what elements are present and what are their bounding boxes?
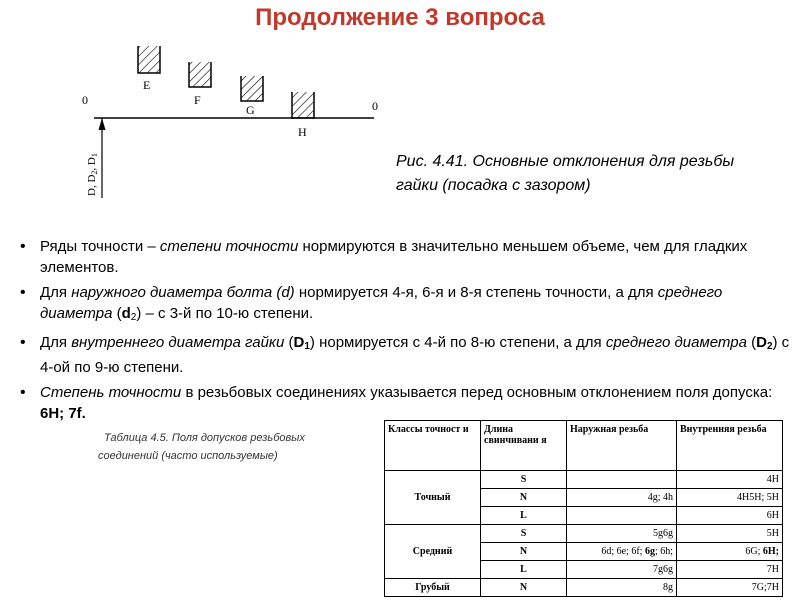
field-g-label: G <box>246 103 255 117</box>
symbol-d2-upper: D <box>756 334 767 351</box>
header-length: Длина свинчивани я <box>481 421 567 471</box>
table-row <box>385 525 783 543</box>
field-g-box <box>241 76 263 101</box>
cell-text: ; 6h; <box>654 546 673 557</box>
symbol-d2: d <box>121 305 131 322</box>
field-f-box <box>189 62 211 87</box>
bullet-emphasis: Степень точности <box>40 384 182 401</box>
internal-cell: 7G;7H <box>677 579 783 597</box>
symbol-d1: D <box>293 334 305 351</box>
internal-cell: 7H <box>677 561 783 579</box>
table-row <box>385 471 783 489</box>
bullet-list <box>18 236 792 428</box>
cell-text: 6G; <box>745 546 763 557</box>
external-cell <box>567 471 677 489</box>
field-f-label: F <box>194 93 201 107</box>
tolerance-table <box>384 420 783 597</box>
axis-label: D, D2, D1 <box>86 153 99 196</box>
slide-title: Продолжение 3 вопроса <box>255 4 545 31</box>
bullet-emphasis: степени точности <box>159 238 299 255</box>
figure-caption: Рис. 4.41. Основные отклонения для резьбы гайки (посадка с зазором) <box>396 153 735 194</box>
bullet-text: Для <box>40 334 72 351</box>
external-cell <box>567 543 677 561</box>
class-cell: Грубый <box>385 579 481 597</box>
length-cell: N <box>481 579 567 597</box>
internal-cell: 4H <box>677 471 783 489</box>
bullet-emphasis: среднего диаметра <box>605 334 747 351</box>
internal-cell: 6H <box>677 507 783 525</box>
zero-left-label: 0 <box>82 93 88 107</box>
zero-right-label: 0 <box>372 99 378 113</box>
bullet-text: Ряды точности – <box>40 238 160 255</box>
bullet-text: ) нормируется с 4-й по 8-ю степени, а для <box>309 334 606 351</box>
internal-cell: 5H <box>677 525 783 543</box>
subscript: 2 <box>130 312 137 323</box>
table-caption <box>98 429 368 465</box>
external-cell: 8g <box>567 579 677 597</box>
external-cell: 7g6g <box>567 561 677 579</box>
thread-deviation-diagram <box>80 38 390 208</box>
bullet-text: ( <box>746 334 757 351</box>
bullet-item <box>18 382 792 424</box>
external-cell: 4g; 4h <box>567 489 677 507</box>
bullet-text: Для <box>40 284 72 301</box>
table-row <box>385 579 783 597</box>
bullet-emphasis: наружного диаметра болта (d) <box>71 284 295 301</box>
field-h-box <box>292 92 314 118</box>
external-cell: 5g6g <box>567 525 677 543</box>
internal-cell <box>677 543 783 561</box>
length-cell: L <box>481 561 567 579</box>
bullet-text: нормируются в значительно меньшем объеме, чем для гладких элементов. <box>40 238 748 276</box>
bullet-emphasis: среднего диаметра <box>40 284 723 322</box>
bullet-text: ) – с 3-й по 10-ю степени. <box>136 305 314 322</box>
header-external: Наружная резьба <box>567 421 677 471</box>
cell-text-bold: 6H; <box>762 546 779 557</box>
cell-text-bold: 6g <box>644 546 655 557</box>
length-cell: N <box>481 489 567 507</box>
header-classes: Классы точност и <box>385 421 481 471</box>
bullet-item <box>18 332 792 378</box>
subscript: 1 <box>304 341 310 352</box>
field-h-label: H <box>298 125 307 139</box>
length-cell: S <box>481 471 567 489</box>
table-header-row <box>385 421 783 471</box>
bullet-item <box>18 282 792 328</box>
subscript: 2 <box>766 341 773 352</box>
field-e-label: E <box>143 78 151 92</box>
bullet-item <box>18 236 792 278</box>
bullet-emphasis: внутреннего диаметра гайки <box>71 334 285 351</box>
bullet-text: нормируется 4-я, 6-я и 8-я степень точности, а для <box>294 284 658 301</box>
field-e-box <box>138 46 160 73</box>
length-cell: N <box>481 543 567 561</box>
table-caption-line: Таблица 4.5. Поля допусков резьбовых <box>104 432 305 444</box>
length-cell: L <box>481 507 567 525</box>
bullet-text: ( <box>112 305 122 322</box>
external-cell <box>567 507 677 525</box>
class-cell: Средний <box>385 525 481 579</box>
bullet-text: ( <box>284 334 294 351</box>
bullet-text: в резьбовых соединениях указывается перед основным отклонением поля допуска: <box>181 384 773 401</box>
header-internal: Внутренняя резьба <box>677 421 783 471</box>
class-cell: Точный <box>385 471 481 525</box>
table-caption-line: соединений (часто используемые) <box>98 450 278 462</box>
length-cell: S <box>481 525 567 543</box>
bullet-text: ) с 4-ой по 9-ю степени. <box>40 334 790 376</box>
internal-cell: 4H5H; 5H <box>677 489 783 507</box>
axis-arrow <box>99 118 106 130</box>
tolerance-example: 6H; 7f. <box>40 405 86 422</box>
cell-text: 6d; 6e; 6f; <box>601 546 645 557</box>
